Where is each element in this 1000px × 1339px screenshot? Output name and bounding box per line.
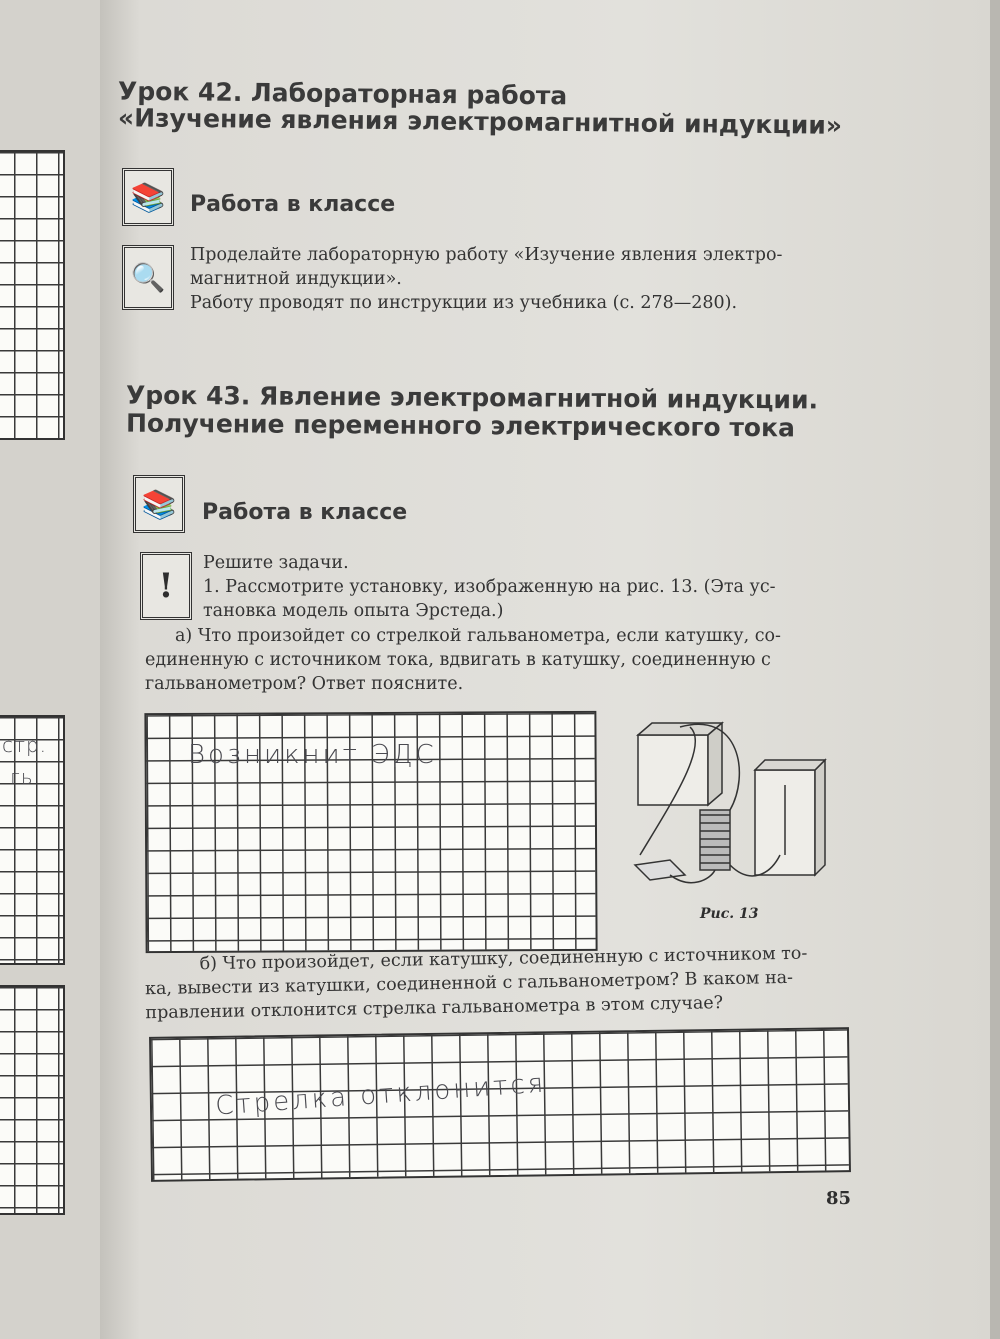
- figure-13-apparatus: [630, 715, 840, 895]
- text-line: ка, вывести из катушки, соединенной с гальванометром? В каком на-: [144, 967, 794, 1000]
- text-line: правлении отклонится стрелка гальванометра в этом случае?: [145, 993, 724, 1024]
- grid-area: [0, 150, 65, 440]
- handwritten-answer-a: Возникнит ЭДС: [188, 740, 437, 770]
- text-line: б) Что произойдет, если катушку, соединенную с источником то-: [199, 943, 808, 975]
- exclamation-icon: !: [140, 552, 192, 620]
- magnifier-icon: 🔍: [122, 245, 174, 310]
- section-heading: Работа в классе: [202, 500, 408, 525]
- left-page: [0, 0, 110, 1339]
- task-intro: [203, 551, 776, 623]
- text-line: магнитной индукции».: [190, 269, 402, 289]
- text-line: тановка модель опыта Эрстеда.): [203, 601, 504, 621]
- page-number: 85: [826, 1188, 852, 1209]
- lesson-42-subtitle: «Изучение явления электромагнитной индукции»: [117, 103, 843, 140]
- text-line: 1. Рассмотрите установку, изображенную на рис. 13. (Эта ус-: [203, 577, 776, 597]
- section-heading: Работа в классе: [190, 192, 396, 217]
- lesson-42-text: [190, 243, 782, 315]
- handwritten-answer-b: Стрелка отклонится: [214, 1068, 548, 1122]
- lesson-43-title: Урок 43. Явление электромагнитной индукции.: [125, 380, 819, 415]
- text-line: Проделайте лабораторную работу «Изучение явления электро-: [190, 245, 783, 265]
- lesson-42-title: Урок 42. Лабораторная работа: [117, 76, 568, 111]
- handwriting: гь: [10, 765, 34, 789]
- lesson-43-subtitle: Получение переменного электрического тока: [125, 408, 795, 443]
- handwriting: стр.: [2, 733, 48, 757]
- question-a: [145, 624, 855, 696]
- text-line: Работу проводят по инструкции из учебника (с. 278—280).: [190, 293, 738, 313]
- text-line: единенную с источником тока, вдвигать в катушку, соединенную с: [145, 650, 771, 670]
- question-b: [144, 941, 855, 1025]
- books-icon: 📚: [122, 168, 174, 226]
- figure-caption: Рис. 13: [700, 906, 759, 922]
- grid-area: [0, 985, 65, 1215]
- books-icon: 📚: [133, 475, 185, 533]
- text-line: а) Что произойдет со стрелкой гальванометра, если катушку, со-: [175, 626, 781, 646]
- text-line: Решите задачи.: [203, 553, 349, 573]
- text-line: гальванометром? Ответ поясните.: [145, 674, 464, 694]
